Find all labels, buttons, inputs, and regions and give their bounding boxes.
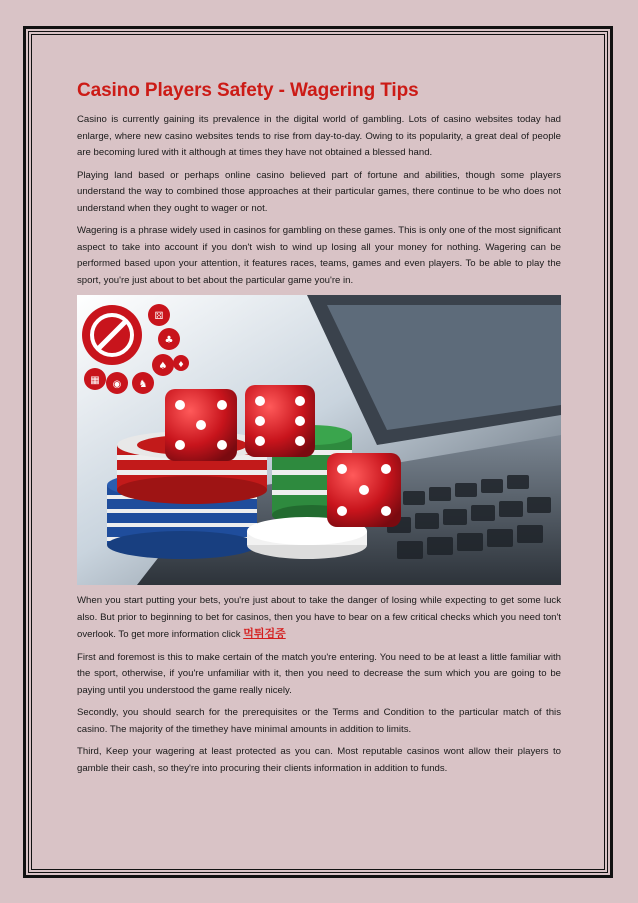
svg-text:◉: ◉ (112, 379, 122, 390)
svg-text:▦: ▦ (90, 375, 100, 386)
paragraph-4-text: When you start putting your bets, you're just about to take the danger of losing while expecting to get some luck also. But prior to beginning to bet for casinos, then you have to bear on a few critical checks which you need ton't overlook. To get more information click (77, 595, 561, 640)
paragraph-5: First and foremost is this to make certain of the match you're entering. You need to be at least a little familiar with the sport, otherwise, if you're unfamiliar with it, then you need to decrease the sum which you are going to be paying until you understood the game really nicely. (77, 651, 561, 696)
svg-text:♣: ♣ (164, 335, 174, 346)
paragraph-2: Playing land based or perhaps online casino believed part of fortune and abilities, though some players understand the way to combined those approaches at their particular games, there continue to be who does not understand when they ought to wager or not. (77, 169, 561, 214)
article (77, 80, 561, 783)
paragraph-6: Secondly, you should search for the prerequisites or the Terms and Condition to the particular match of this casino. The majority of the timethey have minimal amounts in addition to limits. (77, 707, 561, 735)
keyword-link[interactable]: 먹튀검증 (243, 628, 286, 640)
paragraph-4 (77, 593, 561, 644)
svg-text:♠: ♠ (158, 361, 168, 372)
paragraph-1: Casino is currently gaining its prevalence in the digital world of gambling. Lots of casino websites today had enlarge, where new casino websites tends to rise from day-to-day. Owing to its popularity, a great deal of people are becoming lured with it although at times they have not obtained a blessed hand. (77, 114, 561, 158)
paragraph-3: Wagering is a phrase widely used in casinos for gambling on these games. This is only one of the most significant aspect to take into account if you don't wish to wind up losing all your money for nothing. Wagering can be performed based upon your attention, it features races, teams, games and even players. To be able to play the sport, you're just about to bet about the particular game you're in. (77, 225, 561, 286)
article-title: Casino Players Safety - Wagering Tips (77, 80, 419, 101)
casino-dice-chips-photo (77, 295, 561, 585)
svg-text:♞: ♞ (138, 379, 148, 390)
svg-text:⚄: ⚄ (154, 311, 164, 322)
paragraph-7: Third, Keep your wagering at least protected as you can. Most reputable casinos wont allow their players to gamble their cash, so they're into procuring their clients information in addition to funds. (77, 746, 561, 774)
svg-text:♦: ♦ (177, 360, 185, 369)
